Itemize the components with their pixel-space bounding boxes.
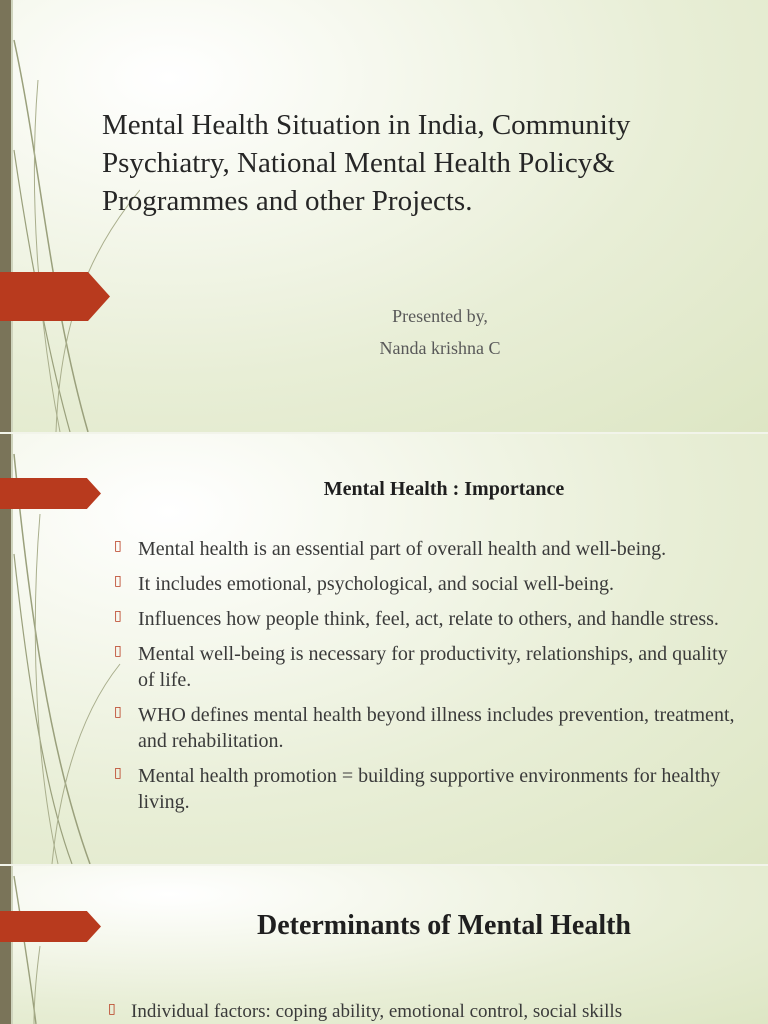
list-item: [114, 702, 744, 754]
list-item: [114, 606, 744, 632]
list-item-text: It includes emotional, psychological, and social well-being.: [138, 573, 614, 595]
bullet-marker: ▯: [108, 1001, 116, 1017]
slide-title-text: Mental Health Situation in India, Community Psychiatry, National Mental Health Policy& Programmes and other Projects.: [102, 109, 631, 217]
side-band: [0, 866, 11, 1024]
slide-heading: Determinants of Mental Health: [256, 910, 632, 941]
slide-tab-marker: [0, 272, 110, 321]
presenter-label: Presented by,: [392, 306, 488, 326]
bullet-marker: ▯: [114, 643, 122, 659]
list-item: [114, 536, 744, 562]
bullet-list: [108, 999, 748, 1024]
bullet-marker: ▯: [114, 573, 122, 589]
bullet-list: [114, 536, 744, 824]
list-item: [114, 763, 744, 815]
list-item: [108, 999, 748, 1024]
bullet-marker: ▯: [114, 704, 122, 720]
side-band-divider: [11, 866, 13, 1024]
list-item-text: WHO defines mental health beyond illness includes prevention, treatment, and rehabilitation.: [138, 704, 735, 752]
bullet-marker: ▯: [114, 538, 122, 554]
list-item-text: Mental health promotion = building supportive environments for healthy living.: [138, 765, 721, 813]
side-band: [0, 0, 11, 432]
list-item-text: Mental well-being is necessary for productivity, relationships, and quality of life.: [138, 643, 728, 691]
slide-heading: Mental Health : Importance: [323, 478, 565, 500]
slide-tab-marker: [0, 911, 101, 942]
list-item-text: Mental health is an essential part of overall health and well-being.: [138, 538, 667, 560]
list-item-text: Influences how people think, feel, act, relate to others, and handle stress.: [138, 608, 719, 630]
side-band-divider: [11, 0, 13, 432]
slide-title: [0, 0, 768, 432]
slide-importance: [0, 434, 768, 864]
bullet-marker: ▯: [114, 608, 122, 624]
list-item: [114, 571, 744, 597]
presenter-name: Nanda krishna C: [379, 338, 501, 358]
list-item-text: Individual factors: coping ability, emotional control, social skills: [131, 1001, 623, 1022]
slide-tab-marker: [0, 478, 101, 509]
list-item: [114, 641, 744, 693]
bullet-marker: ▯: [114, 765, 122, 781]
slide-determinants: [0, 866, 768, 1024]
